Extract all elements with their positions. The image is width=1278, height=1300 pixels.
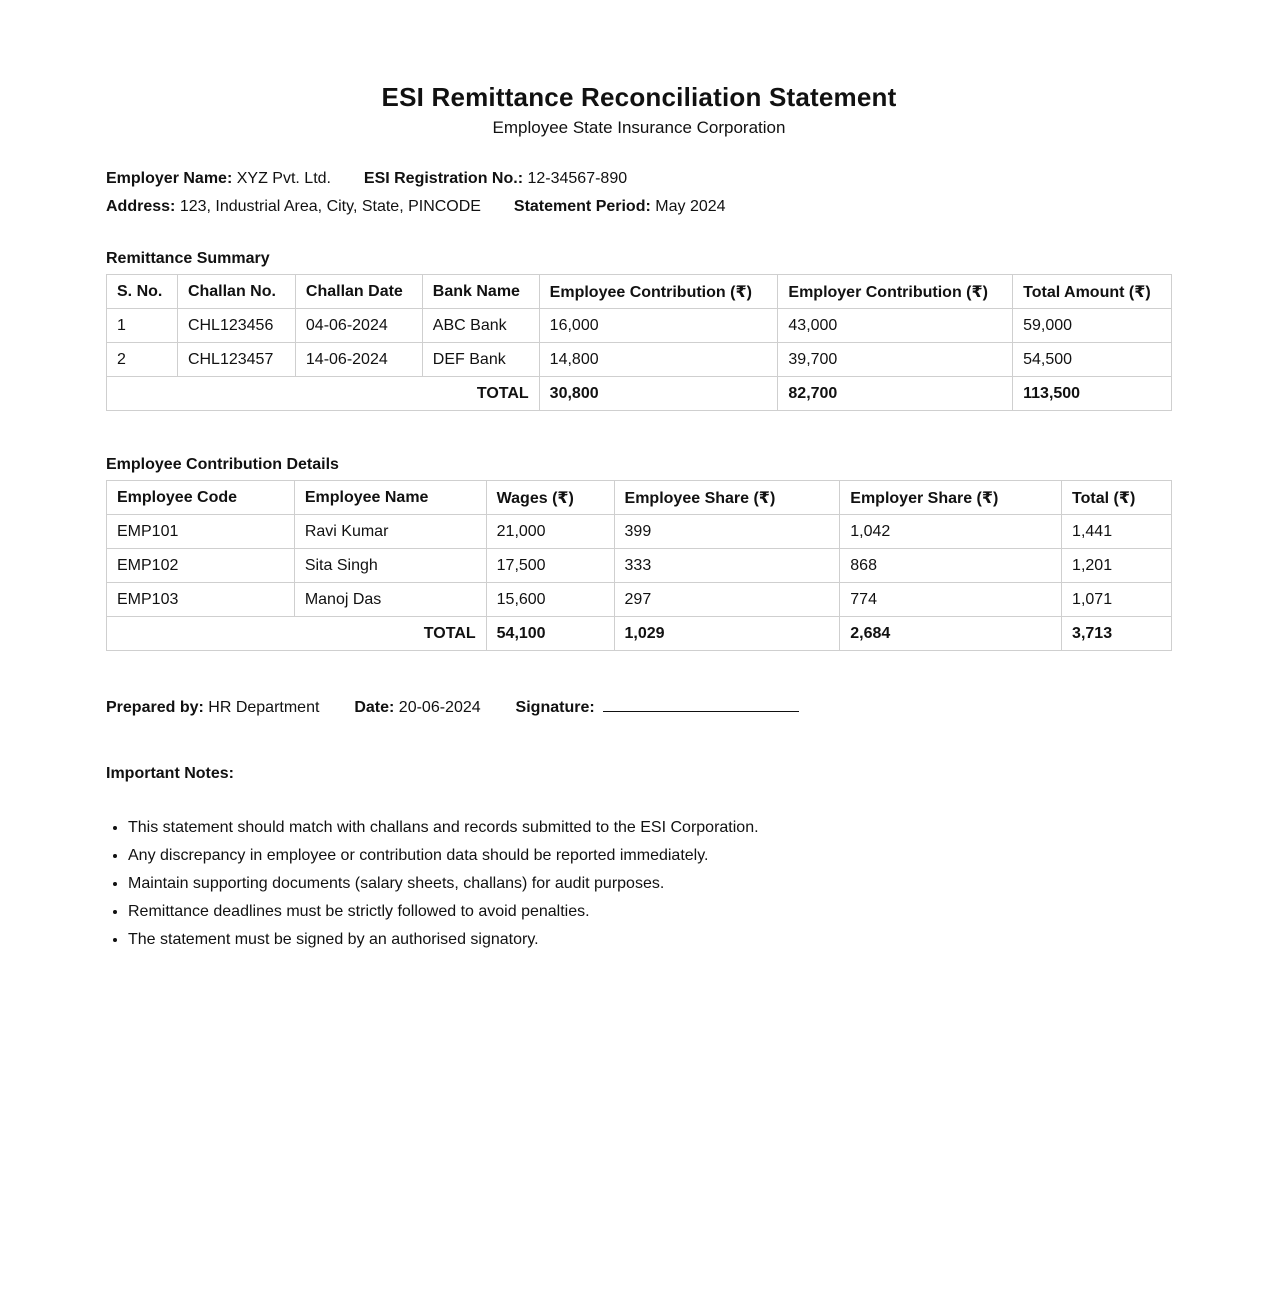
table-cell: Sita Singh [294,549,486,583]
employer-name-label: Employer Name: [106,170,233,187]
date-label: Date: [354,699,395,716]
table-cell: 297 [614,583,840,617]
table-cell: 868 [840,549,1062,583]
signature-line [603,697,799,712]
table-row [107,309,1172,343]
table-cell: 14-06-2024 [295,343,422,377]
column-header: Employer Share (₹) [840,481,1062,515]
table-cell: 43,000 [778,309,1013,343]
prepared-by-label: Prepared by: [106,699,204,716]
page-subtitle: Employee State Insurance Corporation [492,118,786,137]
table-cell: Ravi Kumar [294,515,486,549]
table-cell: 15,600 [486,583,614,617]
date-value: 20-06-2024 [398,699,481,716]
remittance-summary-table [106,274,1172,411]
table-cell: 16,000 [539,309,778,343]
total-row [107,377,1172,411]
table-cell: Manoj Das [294,583,486,617]
column-header: Total (₹) [1062,481,1172,515]
employer-info-line-2 [106,198,726,216]
address-label: Address: [106,198,176,215]
column-header: Employee Code [107,481,295,515]
total-label: TOTAL [107,617,487,651]
table-cell: 17,500 [486,549,614,583]
list-item: • Maintain supporting documents (salary sheets, challans) for audit purposes. [128,870,759,898]
table-row [107,549,1172,583]
column-header: Employee Contribution (₹) [539,275,778,309]
employee-contribution-title: Employee Contribution Details [106,456,339,473]
table-header-row [107,481,1172,515]
table-cell: EMP103 [107,583,295,617]
list-item: • Remittance deadlines must be strictly followed to avoid penalties. [128,898,759,926]
table-cell: 39,700 [778,343,1013,377]
table-cell: 1 [107,309,178,343]
table-cell: DEF Bank [422,343,539,377]
table-row [107,583,1172,617]
total-wages: 54,100 [486,617,614,651]
total-row [107,617,1172,651]
table-cell: 333 [614,549,840,583]
page-title: ESI Remittance Reconciliation Statement [381,82,897,112]
column-header: S. No. [107,275,178,309]
prepared-by-value: HR Department [208,699,320,716]
prepared-by-line [106,697,799,717]
table-cell: ABC Bank [422,309,539,343]
table-row [107,515,1172,549]
table-cell: 1,441 [1062,515,1172,549]
table-cell: CHL123456 [177,309,295,343]
total-employee-contribution: 30,800 [539,377,778,411]
table-cell: 59,000 [1013,309,1172,343]
table-cell: 1,042 [840,515,1062,549]
table-row [107,343,1172,377]
column-header: Challan Date [295,275,422,309]
table-cell: 2 [107,343,178,377]
list-item: • The statement must be signed by an authorised signatory. [128,926,759,954]
total-employer-share: 2,684 [840,617,1062,651]
table-cell: 54,500 [1013,343,1172,377]
table-cell: 774 [840,583,1062,617]
table-cell: 399 [614,515,840,549]
table-cell: EMP102 [107,549,295,583]
column-header: Bank Name [422,275,539,309]
column-header: Total Amount (₹) [1013,275,1172,309]
table-cell: 1,201 [1062,549,1172,583]
important-notes-title: Important Notes: [106,765,234,782]
remittance-summary-title: Remittance Summary [106,250,270,267]
total-employee-share: 1,029 [614,617,840,651]
esi-registration-value: 12-34567-890 [527,170,628,187]
column-header: Employer Contribution (₹) [778,275,1013,309]
column-header: Challan No. [177,275,295,309]
table-cell: 04-06-2024 [295,309,422,343]
employer-name-value: XYZ Pvt. Ltd. [236,170,331,187]
total-employer-contribution: 82,700 [778,377,1013,411]
table-cell: CHL123457 [177,343,295,377]
list-item: • This statement should match with challans and records submitted to the ESI Corporation. [128,814,759,842]
employer-info-line-1 [106,170,627,188]
esi-registration-label: ESI Registration No.: [363,170,524,187]
table-cell: 21,000 [486,515,614,549]
column-header: Wages (₹) [486,481,614,515]
table-cell: 14,800 [539,343,778,377]
list-item: • Any discrepancy in employee or contribution data should be reported immediately. [128,842,759,870]
table-cell: 1,071 [1062,583,1172,617]
statement-period-label: Statement Period: [513,198,651,215]
notes-list [106,814,759,954]
column-header: Employee Name [294,481,486,515]
total-grand: 3,713 [1062,617,1172,651]
total-amount: 113,500 [1013,377,1172,411]
employee-contribution-table [106,480,1172,651]
total-label: TOTAL [107,377,540,411]
address-value: 123, Industrial Area, City, State, PINCODE [179,198,481,215]
column-header: Employee Share (₹) [614,481,840,515]
table-cell: EMP101 [107,515,295,549]
statement-period-value: May 2024 [655,198,726,215]
table-header-row [107,275,1172,309]
signature-label: Signature: [515,699,595,716]
